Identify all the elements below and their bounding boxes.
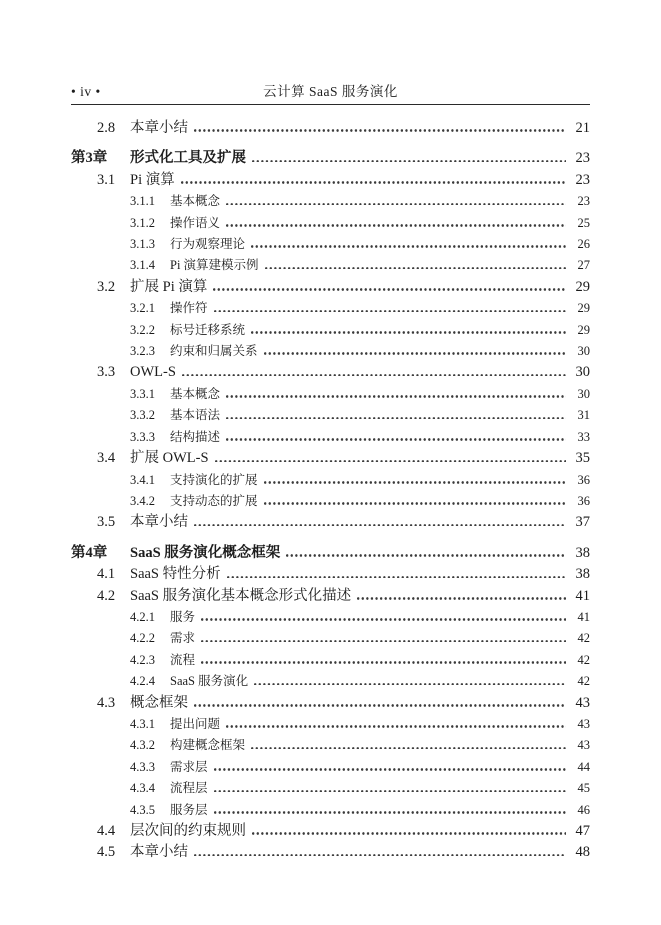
- toc-entry-label: 标号迁移系统: [170, 322, 246, 337]
- toc-entry: [71, 213, 590, 234]
- toc-entry: [71, 170, 590, 191]
- toc-entry-label: 需求层: [170, 759, 208, 774]
- toc-entry: [71, 650, 590, 671]
- toc-leader-dots: [214, 310, 566, 313]
- toc-entry-number: 4.3.2: [130, 738, 155, 753]
- folio-number: • iv •: [71, 84, 101, 99]
- toc-entry-page: 35: [575, 450, 590, 467]
- toc-entry-label: SaaS 服务演化基本概念形式化描述: [130, 587, 352, 604]
- toc-entry-page: 27: [577, 258, 590, 273]
- toc-entry-label: OWL-S: [130, 364, 176, 381]
- toc-leader-dots: [264, 502, 566, 505]
- toc-leader-dots: [194, 854, 566, 857]
- toc-entry-label: 构建概念框架: [170, 738, 246, 753]
- toc-entry-label: SaaS 服务演化: [170, 674, 249, 689]
- toc-leader-dots: [214, 768, 566, 771]
- toc-entry: [71, 757, 590, 778]
- toc-entry-page: 43: [577, 716, 590, 731]
- toc-leader-dots: [201, 661, 566, 664]
- toc-leader-dots: [252, 832, 566, 835]
- toc-entry-page: 36: [577, 472, 590, 487]
- toc-entry: [71, 586, 590, 607]
- toc-entry-page: 41: [577, 609, 590, 624]
- toc-entry-label: 需求: [170, 631, 196, 646]
- toc-leader-dots: [286, 554, 566, 557]
- toc-entry-number: 3.1.3: [130, 237, 155, 252]
- toc-leader-dots: [181, 181, 566, 184]
- toc-entry: [71, 628, 590, 649]
- toc-entry-number: 3.1.4: [130, 258, 155, 273]
- toc-leader-dots: [252, 160, 566, 163]
- toc-leader-dots: [226, 417, 566, 420]
- toc-leader-dots: [226, 438, 566, 441]
- toc-entry: [71, 234, 590, 255]
- toc-entry-page: 26: [577, 237, 590, 252]
- toc-leader-dots: [194, 704, 566, 707]
- toc-entry-page: 29: [577, 301, 590, 316]
- toc-entry-page: 42: [577, 652, 590, 667]
- toc-entry-label: 服务层: [170, 802, 208, 817]
- toc-entry: [71, 320, 590, 341]
- toc-entry: [71, 778, 590, 799]
- toc-entry-number: 3.3.3: [130, 429, 155, 444]
- toc-entry-page: 37: [575, 514, 590, 531]
- toc-entry-number: 4.3.3: [130, 759, 155, 774]
- toc-entry-page: 23: [575, 150, 590, 167]
- toc-entry-label: 扩展 Pi 演算: [130, 278, 208, 295]
- toc-entry-page: 31: [577, 408, 590, 423]
- toc-entry-page: 23: [577, 194, 590, 209]
- toc-entry-label: 结构描述: [170, 429, 221, 444]
- toc-entry: [71, 277, 590, 298]
- toc-entry-page: 47: [575, 823, 590, 839]
- toc-entry-number: 3.5: [97, 514, 116, 531]
- toc-leader-dots: [194, 524, 566, 527]
- toc-entry-page: 45: [577, 781, 590, 796]
- toc-leader-dots: [194, 129, 566, 132]
- toc-leader-dots: [265, 267, 566, 270]
- toc-entry: [71, 842, 590, 863]
- toc-entry: [71, 821, 590, 842]
- toc-entry-number: 3.2.3: [130, 344, 155, 359]
- toc-entry-number: 3.3.2: [130, 408, 155, 423]
- toc-entry-label: 流程: [170, 652, 196, 667]
- toc-entry-label: SaaS 特性分析: [130, 566, 221, 583]
- toc-entry-number: 4.4: [97, 823, 116, 839]
- toc-entry-label: 约束和归属关系: [170, 344, 258, 359]
- toc-entry-number: 4.5: [97, 844, 116, 861]
- toc-entry: [71, 693, 590, 714]
- toc-entry-number: 3.2.2: [130, 322, 155, 337]
- toc-entry-page: 48: [575, 844, 590, 861]
- toc-leader-dots: [226, 224, 566, 227]
- toc-entry-number: 3.4.2: [130, 493, 155, 508]
- page-header: [71, 80, 590, 100]
- toc-entry-number: 4.1: [97, 566, 116, 583]
- toc-entry-page: 30: [577, 344, 590, 359]
- toc-leader-dots: [226, 203, 566, 206]
- toc-entry: [71, 607, 590, 628]
- toc-entry-number: 3.3.1: [130, 386, 155, 401]
- toc-leader-dots: [254, 683, 566, 686]
- toc-entry-number: 4.3: [97, 694, 116, 711]
- toc-entry-page: 42: [577, 674, 590, 689]
- toc-entry-page: 30: [575, 364, 590, 381]
- toc-entry-label: 基本概念: [170, 194, 221, 209]
- toc-entry-label: 流程层: [170, 781, 208, 796]
- header-rule: [71, 104, 590, 105]
- toc-entry: [71, 448, 590, 469]
- toc-list: [71, 118, 590, 864]
- toc-entry-label: 服务: [170, 609, 196, 624]
- toc-entry-page: 38: [575, 566, 590, 583]
- toc-entry-number: 3.4.1: [130, 472, 155, 487]
- toc-leader-dots: [227, 576, 566, 579]
- toc-entry-label: 操作符: [170, 301, 208, 316]
- toc-entry-page: 36: [577, 493, 590, 508]
- toc-leader-dots: [213, 288, 566, 291]
- toc-entry-label: Pi 演算建模示例: [170, 258, 259, 273]
- toc-entry: [71, 800, 590, 821]
- toc-entry: [71, 362, 590, 383]
- toc-leader-dots: [226, 395, 566, 398]
- toc-entry: [71, 384, 590, 405]
- toc-entry-number: 3.1: [97, 171, 116, 188]
- toc-entry: [71, 191, 590, 212]
- toc-entry-label: 行为观察理论: [170, 237, 246, 252]
- toc-entry-page: 29: [577, 322, 590, 337]
- toc-entry-number: 4.2.4: [130, 674, 155, 689]
- toc-leader-dots: [251, 747, 566, 750]
- toc-leader-dots: [264, 481, 566, 484]
- toc-entry-number: 3.1.2: [130, 215, 155, 230]
- toc-entry-label: SaaS 服务演化概念框架: [130, 544, 281, 561]
- toc-leader-dots: [201, 618, 566, 621]
- toc-entry-page: 41: [575, 587, 590, 604]
- toc-entry: [71, 564, 590, 585]
- toc-entry-page: 21: [575, 120, 590, 136]
- toc-entry-page: 25: [577, 215, 590, 230]
- toc-entry-number: 3.2: [97, 278, 116, 295]
- toc-entry-label: 层次间的约束规则: [130, 823, 246, 839]
- toc-entry-page: 44: [577, 759, 590, 774]
- toc-entry-number: 4.3.5: [130, 802, 155, 817]
- toc-leader-dots: [214, 811, 566, 814]
- toc-entry-number: 3.4: [97, 450, 116, 467]
- toc-entry-label: 提出问题: [170, 716, 221, 731]
- toc-leader-dots: [264, 352, 566, 355]
- toc-entry: [71, 298, 590, 319]
- toc-entry-label: 操作语义: [170, 215, 221, 230]
- toc-entry: [71, 735, 590, 756]
- toc-entry-number: 4.2.1: [130, 609, 155, 624]
- toc-leader-dots: [251, 245, 566, 248]
- toc-entry-label: Pi 演算: [130, 171, 175, 188]
- toc-entry-page: 46: [577, 802, 590, 817]
- toc-entry: [71, 512, 590, 533]
- toc-entry-page: 43: [575, 694, 590, 711]
- toc-entry-number: 4.2: [97, 587, 116, 604]
- toc-entry-number: 3.1.1: [130, 194, 155, 209]
- toc-entry-number: 2.8: [97, 120, 116, 136]
- toc-entry-page: 33: [577, 429, 590, 444]
- toc-entry: [71, 671, 590, 692]
- toc-leader-dots: [214, 790, 566, 793]
- toc-entry-label: 支持演化的扩展: [170, 472, 258, 487]
- toc-entry-label: 基本概念: [170, 386, 221, 401]
- toc-entry-number: 4.3.1: [130, 716, 155, 731]
- toc-leader-dots: [215, 460, 566, 463]
- toc-entry-label: 概念框架: [130, 694, 188, 711]
- toc-entry: [71, 341, 590, 362]
- toc-entry-label: 支持动态的扩展: [170, 493, 258, 508]
- toc-entry-page: 43: [577, 738, 590, 753]
- toc-entry-page: 23: [575, 171, 590, 188]
- toc-leader-dots: [182, 374, 566, 377]
- toc-entry: [71, 491, 590, 512]
- toc-entry: [71, 118, 590, 139]
- running-title: 云计算 SaaS 服务演化: [263, 84, 398, 99]
- toc-entry: [71, 714, 590, 735]
- toc-entry-number: 3.3: [97, 364, 116, 381]
- toc-leader-dots: [251, 331, 566, 334]
- toc-entry-number: 3.2.1: [130, 301, 155, 316]
- toc-entry: [71, 255, 590, 276]
- toc-entry: [71, 543, 590, 564]
- toc-entry-number: 4.2.2: [130, 631, 155, 646]
- toc-entry: [71, 470, 590, 491]
- toc-entry-page: 29: [575, 278, 590, 295]
- toc-entry-number: 4.2.3: [130, 652, 155, 667]
- toc-entry-page: 38: [575, 544, 590, 561]
- toc-entry: [71, 405, 590, 426]
- toc-entry: [71, 427, 590, 448]
- toc-leader-dots: [357, 597, 566, 600]
- toc-leader-dots: [201, 640, 566, 643]
- toc-entry-label: 扩展 OWL-S: [130, 450, 209, 467]
- toc-entry-label: 本章小结: [130, 844, 188, 861]
- toc-entry-label: 本章小结: [130, 120, 188, 136]
- toc-entry-page: 42: [577, 631, 590, 646]
- toc-leader-dots: [226, 725, 566, 728]
- toc-entry-number: 第4章: [71, 544, 108, 561]
- toc-entry-label: 基本语法: [170, 408, 221, 423]
- toc-entry-page: 30: [577, 386, 590, 401]
- toc-entry-label: 本章小结: [130, 514, 188, 531]
- toc-entry-number: 4.3.4: [130, 781, 155, 796]
- toc-entry-number: 第3章: [71, 150, 108, 167]
- toc-entry: [71, 148, 590, 169]
- toc-entry-label: 形式化工具及扩展: [130, 150, 246, 167]
